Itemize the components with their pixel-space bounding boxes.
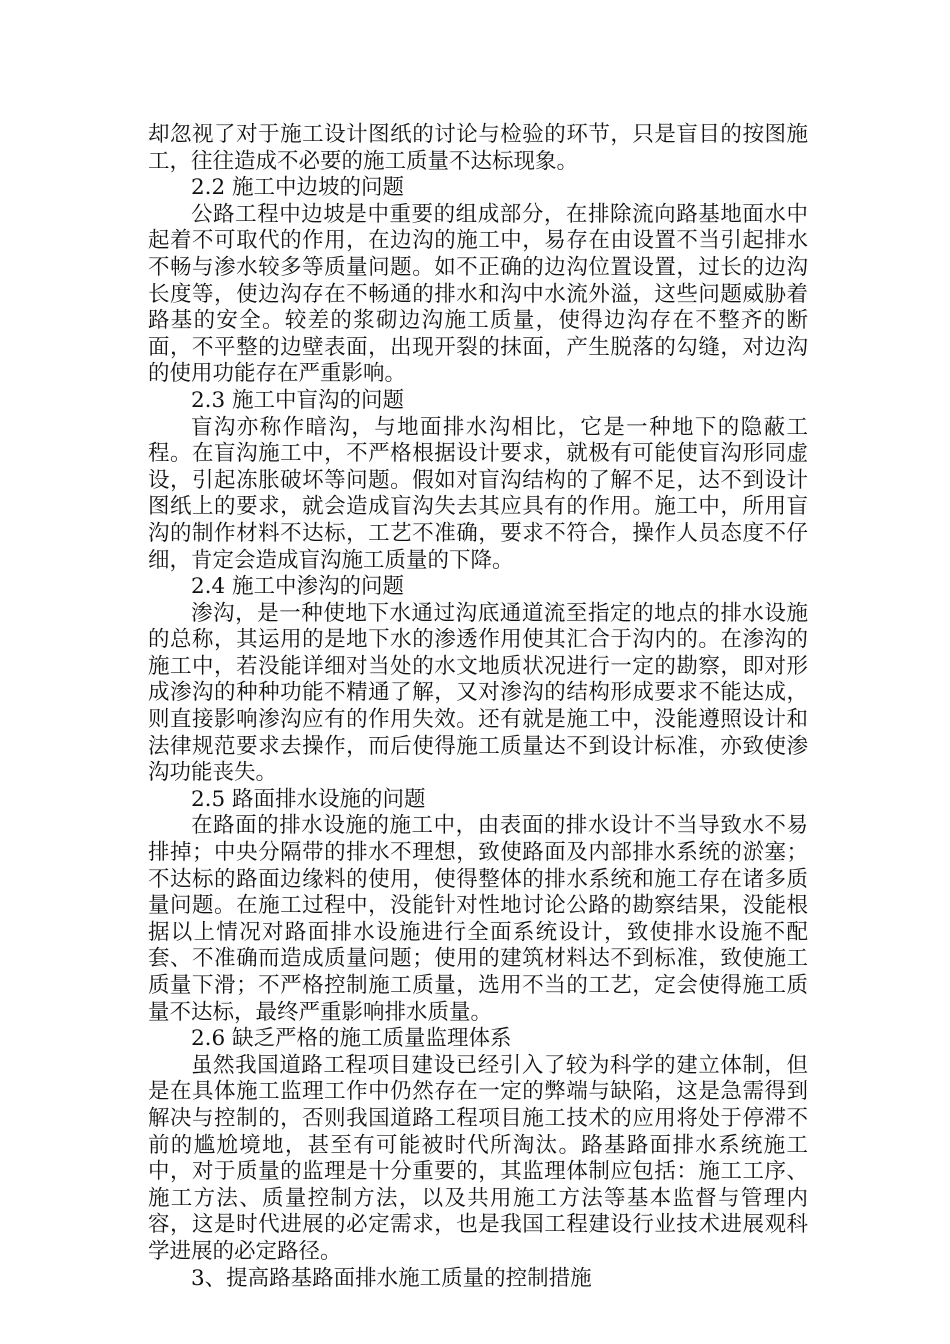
paragraph-seepage-ditch: 渗沟，是一种使地下水通过沟底通道流至指定的地点的排水设施的总称，其运用的是地下水的渗透作用使其汇合于沟内的。在渗沟的施工中，若没能详细对当处的水文地质状况进行一定的勘察，即对形成渗沟的种种功能不精通了解，又对渗沟的结构形成要求不能达成，则直接影响渗沟应有的作用失效。还有就是施工中，没能遵照设计和法律规范要求去操作，而后使得施工质量达不到设计标准，亦致使渗沟功能丧失。 [148, 600, 808, 786]
section-heading-2-4: 2.4 施工中渗沟的问题 [191, 574, 405, 600]
paragraph-blind-ditch: 盲沟亦称作暗沟，与地面排水沟相比，它是一种地下的隐蔽工程。在盲沟施工中，不严格根据设计要求，就极有可能使盲沟形同虚设，引起冻胀破坏等问题。假如对盲沟结构的了解不足，达不到设计图纸上的要求，就会造成盲沟失去其应具有的作用。施工中，所用盲沟的制作材料不达标，工艺不准确，要求不符合，操作人员态度不仔细，肯定会造成盲沟施工质量的下降。 [148, 414, 808, 573]
paragraph-slope: 公路工程中边坡是中重要的组成部分，在排除流向路基地面水中起着不可取代的作用，在边沟的施工中，易存在由设置不当引起排水不畅与渗水较多等质量问题。如不正确的边沟位置设置，过长的边沟长度等，使边沟存在不畅通的排水和沟中水流外溢，这些问题威胁着路基的安全。较差的浆砌边沟施工质量，使得边沟存在不整齐的断面，不平整的边壁表面，出现开裂的抹面，产生脱落的勾缝，对边沟的使用功能存在严重影响。 [148, 201, 808, 387]
section-heading-2-3: 2.3 施工中盲沟的问题 [191, 387, 405, 413]
paragraph-supervision: 虽然我国道路工程项目建设已经引入了较为科学的建立体制，但是在具体施工监理工作中仍然存在一定的弊端与缺陷，这是急需得到解决与控制的，否则我国道路工程项目施工技术的应用将处于停滞不前的尴尬境地，甚至有可能被时代所淘汰。路基路面排水系统施工中，对于质量的监理是十分重要的，其监理体制应包括：施工工序、施工方法、质量控制方法，以及共用施工方法等基本监督与管理内容，这是时代进展的必定需求，也是我国工程建设行业技术进展观科学进展的必定路径。 [148, 1052, 808, 1264]
paragraph-continuation: 却忽视了对于施工设计图纸的讨论与检验的环节，只是盲目的按图施工，往往造成不必要的施工质量不达标现象。 [148, 122, 808, 174]
section-heading-3: 3、提高路基路面排水施工质量的控制措施 [191, 1265, 592, 1291]
section-heading-2-6: 2.6 缺乏严格的施工质量监理体系 [191, 1026, 512, 1052]
document-body [148, 122, 808, 1292]
section-heading-2-5: 2.5 路面排水设施的问题 [191, 786, 426, 812]
section-heading-2-2: 2.2 施工中边坡的问题 [191, 175, 405, 201]
paragraph-pavement-drainage: 在路面的排水设施的施工中，由表面的排水设计不当导致水不易排掉；中央分隔带的排水不理想，致使路面及内部排水系统的淤塞；不达标的路面边缘料的使用，使得整体的排水系统和施工存在诸多质量问题。在施工过程中，没能针对性地讨论公路的勘察结果，没能根据以上情况对路面排水设施进行全面系统设计，致使排水设施不配套、不准确而造成质量问题；使用的建筑材料达不到标准，致使施工质量下滑；不严格控制施工质量，选用不当的工艺，定会使得施工质量不达标，最终严重影响排水质量。 [148, 813, 808, 1025]
